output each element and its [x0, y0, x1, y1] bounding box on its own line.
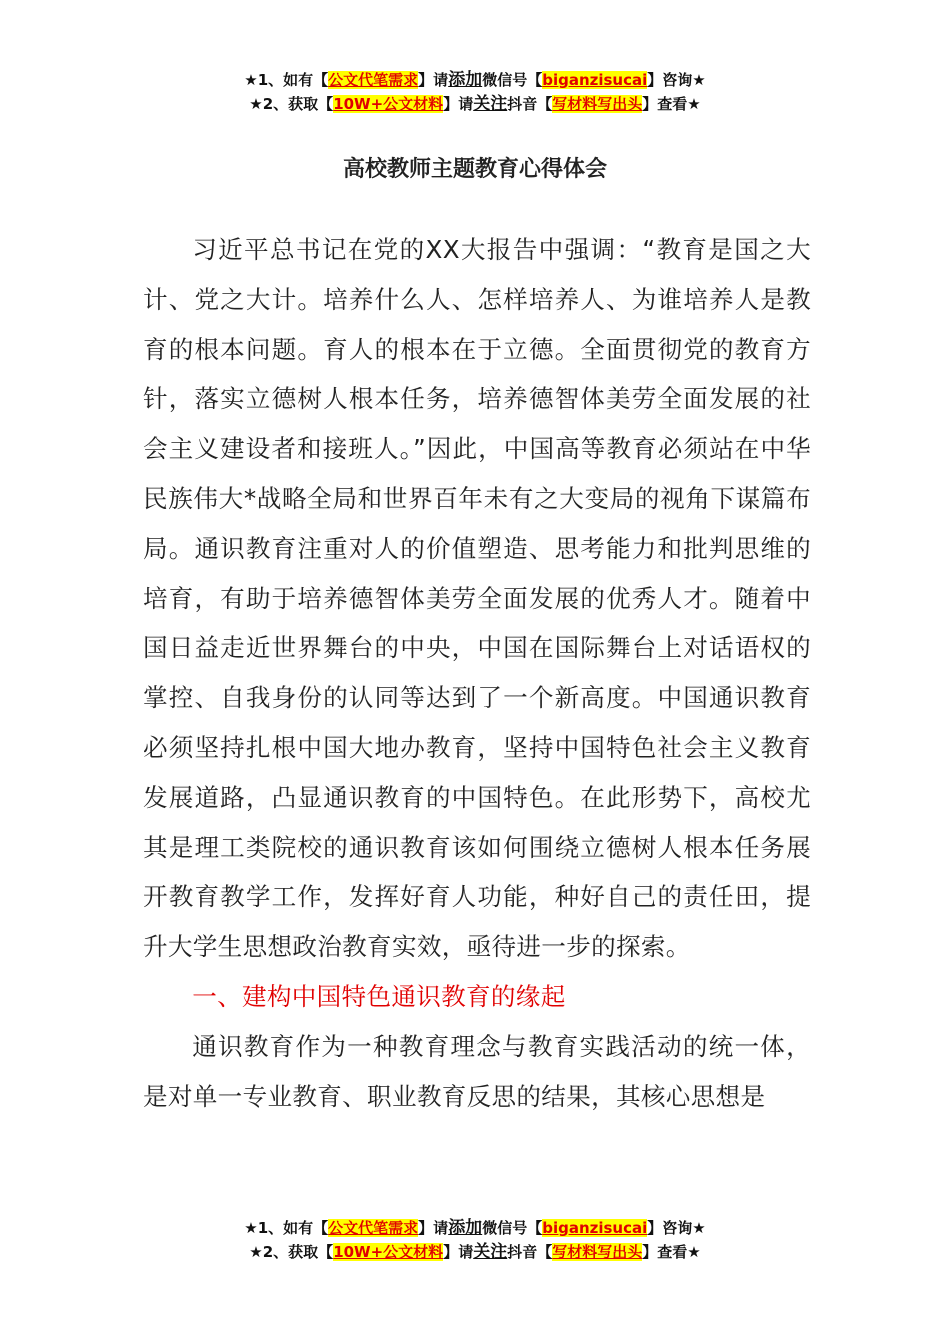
highlight-writing-service: 公文代笔需求	[328, 1219, 419, 1237]
banner-text: 1、如有【	[257, 71, 329, 89]
highlight-materials: 10W+公文材料	[333, 1243, 444, 1261]
highlight-wechat-id: biganzisucai	[542, 71, 648, 89]
footer-banner	[0, 1216, 950, 1264]
banner-text: 】咨询	[647, 1219, 693, 1237]
body-paragraph: 习近平总书记在党的XX大报告中强调：“教育是国之大计、党之大计。培养什么人、怎样培养人、为谁培养人是教育的根本问题。育人的根本在于立德。全面贯彻党的教育方针，落实立德树人根本任务，培养德智体美劳全面发展的社会主义建设者和接班人。”因此，中国高等教育必须站在中华民族伟大*战略全局和世界百年未有之大变局的视角下谋篇布局。通识教育注重对人的价值塑造、思考能力和批判思维的培育，有助于培养德智体美劳全面发展的优秀人才。随着中国日益走近世界舞台的中央，中国在国际舞台上对话语权的掌控、自我身份的认同等达到了一个新高度。中国通识教育必须坚持扎根中国大地办教育，坚持中国特色社会主义教育发展道路，凸显通识教育的中国特色。在此形势下，高校尤其是理工类院校的通识教育该如何围绕立德树人根本任务展开教育教学工作，发挥好育人功能，种好自己的责任田，提升大学生思想政治教育实效，亟待进一步的探索。	[143, 235, 811, 962]
banner-text: 】请	[418, 1219, 449, 1237]
header-banner	[0, 68, 950, 116]
banner-text: 微信号【	[482, 1219, 543, 1237]
banner-text: 】请	[443, 95, 474, 113]
star-icon: ★	[244, 1219, 258, 1237]
star-icon: ★	[687, 95, 701, 113]
banner-emphasis: 关注	[473, 94, 508, 114]
banner-line-2	[0, 1240, 950, 1264]
star-icon: ★	[692, 71, 706, 89]
highlight-douyin-account: 写材料写出头	[552, 95, 643, 113]
highlight-writing-service: 公文代笔需求	[328, 71, 419, 89]
banner-text: 1、如有【	[257, 1219, 329, 1237]
banner-emphasis: 添加	[448, 1218, 483, 1238]
document-body	[143, 225, 811, 1121]
banner-line-1	[0, 1216, 950, 1240]
document-title: 高校教师主题教育心得体会	[342, 157, 607, 182]
banner-text: 】请	[418, 71, 449, 89]
banner-text: 】咨询	[647, 71, 693, 89]
section-heading: 一、建构中国特色通识教育的缘起	[192, 981, 566, 1011]
banner-text: 2、获取【	[262, 95, 334, 113]
star-icon: ★	[692, 1219, 706, 1237]
banner-text: 微信号【	[482, 71, 543, 89]
banner-text: 】查看	[642, 95, 688, 113]
body-paragraph: 通识教育作为一种教育理念与教育实践活动的统一体，是对单一专业教育、职业教育反思的结果，其核心思想是	[143, 1031, 811, 1111]
star-icon: ★	[249, 95, 263, 113]
banner-emphasis: 关注	[473, 1242, 508, 1262]
banner-text: 抖音【	[507, 95, 553, 113]
banner-text: 】请	[443, 1243, 474, 1261]
highlight-douyin-account: 写材料写出头	[552, 1243, 643, 1261]
star-icon: ★	[249, 1243, 263, 1261]
highlight-materials: 10W+公文材料	[333, 95, 444, 113]
banner-line-1	[0, 68, 950, 92]
banner-text: 】查看	[642, 1243, 688, 1261]
star-icon: ★	[687, 1243, 701, 1261]
star-icon: ★	[244, 71, 258, 89]
banner-text: 抖音【	[507, 1243, 553, 1261]
banner-line-2	[0, 92, 950, 116]
banner-text: 2、获取【	[262, 1243, 334, 1261]
highlight-wechat-id: biganzisucai	[542, 1219, 648, 1237]
banner-emphasis: 添加	[448, 70, 483, 90]
